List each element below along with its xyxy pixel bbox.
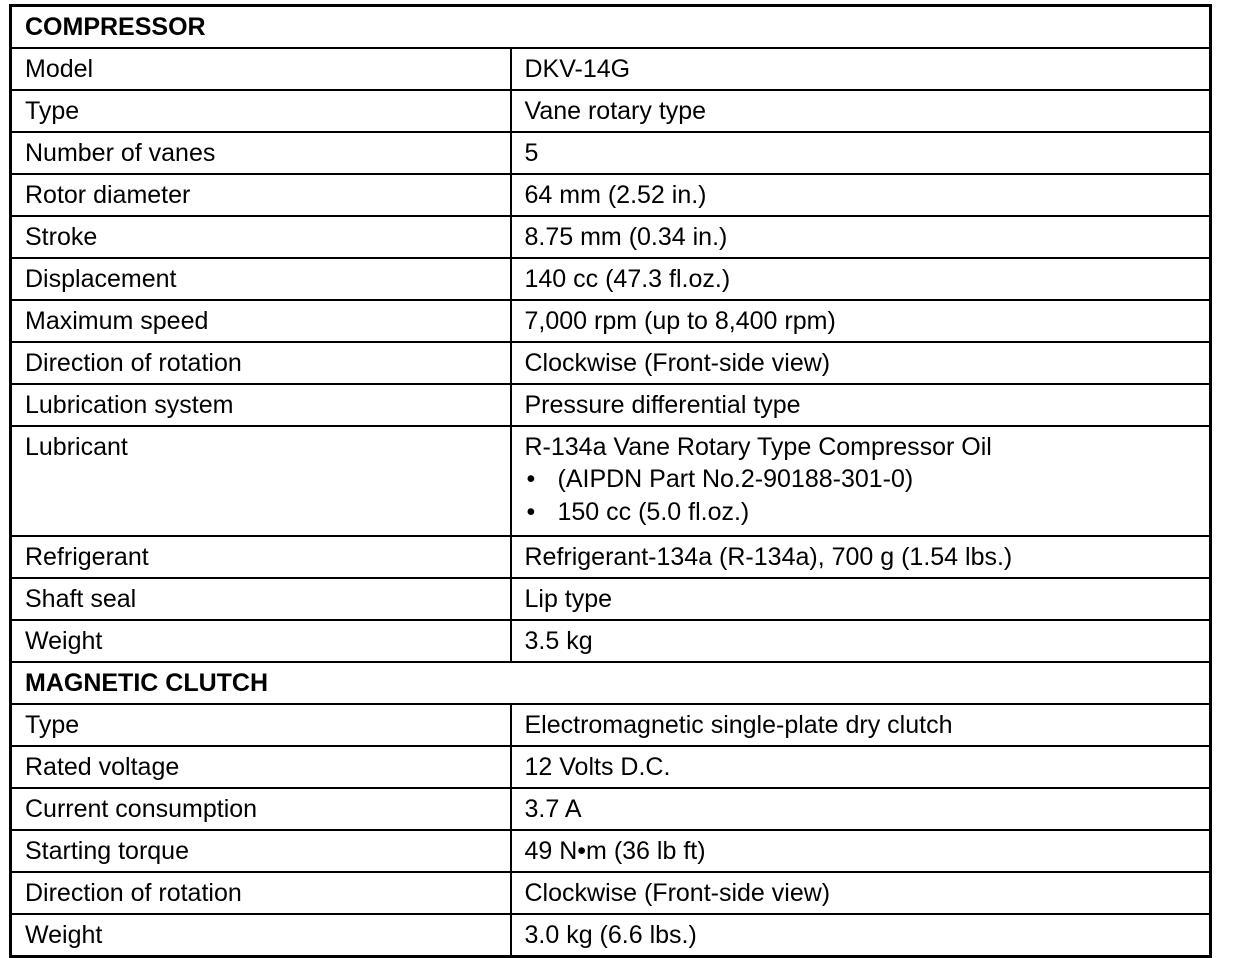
list-item: • (AIPDN Part No.2-90188-301-0)	[525, 463, 1210, 496]
spec-value: Electromagnetic single-plate dry clutch	[511, 704, 1211, 746]
spec-value: Clockwise (Front-side view)	[511, 342, 1211, 384]
table-row	[11, 90, 1211, 132]
section-row-magnetic-clutch	[11, 662, 1211, 704]
table-row	[11, 872, 1211, 914]
spec-label: Number of vanes	[11, 132, 511, 174]
table-row	[11, 174, 1211, 216]
table-row-lubricant	[11, 426, 1211, 536]
spec-label: Displacement	[11, 258, 511, 300]
spec-label: Type	[11, 704, 511, 746]
spec-value: Lip type	[511, 578, 1211, 620]
spec-value: DKV-14G	[511, 48, 1211, 90]
table-row	[11, 342, 1211, 384]
spec-value: Vane rotary type	[511, 90, 1211, 132]
spec-value: 140 cc (47.3 fl.oz.)	[511, 258, 1211, 300]
spec-value: Pressure differential type	[511, 384, 1211, 426]
table-row	[11, 384, 1211, 426]
table-row	[11, 746, 1211, 788]
lubricant-value: R-134a Vane Rotary Type Compressor Oil	[524, 433, 992, 461]
spec-value: 8.75 mm (0.34 in.)	[511, 216, 1211, 258]
spec-table	[9, 4, 1212, 958]
spec-value: 5	[511, 132, 1211, 174]
spec-value-lubricant	[511, 426, 1211, 536]
table-row	[11, 620, 1211, 662]
table-row	[11, 48, 1211, 90]
section-heading-magnetic-clutch: MAGNETIC CLUTCH	[11, 662, 1211, 704]
spec-label: Rated voltage	[11, 746, 511, 788]
table-row	[11, 830, 1211, 872]
spec-value: 12 Volts D.C.	[511, 746, 1211, 788]
spec-value: 3.7 A	[511, 788, 1211, 830]
spec-label: Refrigerant	[11, 536, 511, 578]
table-row	[11, 132, 1211, 174]
spec-label: Type	[11, 90, 511, 132]
lubricant-bullet-list	[525, 463, 1210, 529]
table-row	[11, 578, 1211, 620]
spec-label: Current consumption	[11, 788, 511, 830]
table-row	[11, 300, 1211, 342]
spec-label: Lubrication system	[11, 384, 511, 426]
spec-label: Lubricant	[11, 426, 511, 536]
spec-label: Direction of rotation	[11, 872, 511, 914]
table-row	[11, 788, 1211, 830]
section-heading-compressor: COMPRESSOR	[11, 6, 1211, 49]
spec-value: 3.5 kg	[511, 620, 1211, 662]
spec-label: Weight	[11, 620, 511, 662]
spec-label: Maximum speed	[11, 300, 511, 342]
spec-label: Rotor diameter	[11, 174, 511, 216]
table-row	[11, 914, 1211, 957]
spec-label: Weight	[11, 914, 511, 957]
section-row-compressor	[11, 6, 1211, 49]
spec-label: Shaft seal	[11, 578, 511, 620]
spec-label: Starting torque	[11, 830, 511, 872]
list-item: • 150 cc (5.0 fl.oz.)	[525, 496, 1210, 529]
spec-label: Direction of rotation	[11, 342, 511, 384]
table-row	[11, 536, 1211, 578]
spec-value: 3.0 kg (6.6 lbs.)	[511, 914, 1211, 957]
spec-value: Refrigerant-134a (R-134a), 700 g (1.54 lbs.)	[511, 536, 1211, 578]
spec-label: Stroke	[11, 216, 511, 258]
table-row	[11, 216, 1211, 258]
table-row	[11, 258, 1211, 300]
spec-value: Clockwise (Front-side view)	[511, 872, 1211, 914]
spec-value: 7,000 rpm (up to 8,400 rpm)	[511, 300, 1211, 342]
spec-value: 49 N•m (36 lb ft)	[511, 830, 1211, 872]
spec-label: Model	[11, 48, 511, 90]
spec-value: 64 mm (2.52 in.)	[511, 174, 1211, 216]
table-row	[11, 704, 1211, 746]
